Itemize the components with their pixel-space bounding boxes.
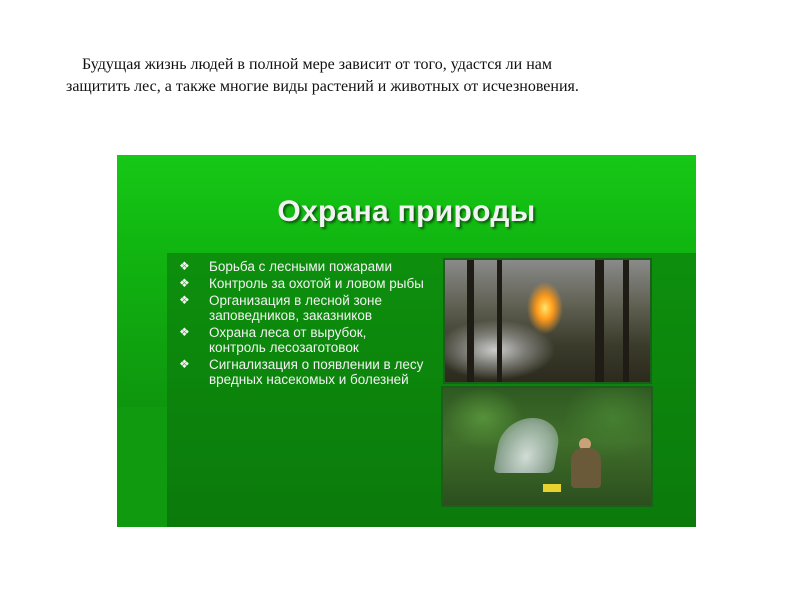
bullet-item — [175, 325, 425, 355]
bullet-text: Охрана леса от вырубок, контроль лесозаготовок — [209, 325, 367, 355]
bullet-text: Организация в лесной зоне заповедников, заказников — [209, 293, 382, 323]
intro-line-1: Будущая жизнь людей в полной мере зависит от того, удастся ли нам — [82, 56, 553, 73]
slide-image — [117, 155, 696, 527]
tree-trunk — [467, 260, 474, 382]
forest-fire-photo — [443, 258, 652, 384]
bullet-item — [175, 259, 425, 274]
slide-left-band — [117, 407, 167, 527]
bullet-mark-icon: ❖ — [179, 357, 190, 371]
bullet-mark-icon: ❖ — [179, 293, 190, 307]
person-figure — [571, 448, 601, 488]
tree-trunk — [595, 260, 604, 382]
bullet-item — [175, 293, 425, 323]
intro-line-2: защитить лес, а также многие виды растений и животных от исчезновения. — [66, 78, 579, 95]
bullet-list — [175, 259, 425, 389]
bullet-item — [175, 276, 425, 291]
tent-in-forest-photo — [441, 386, 653, 507]
bullet-text: Борьба с лесными пожарами — [209, 259, 393, 274]
yellow-box — [543, 484, 561, 492]
tent-shape — [493, 418, 563, 473]
bullet-text: Сигнализация о появлении в лесу вредных насекомых и болезней — [209, 357, 424, 387]
bullet-mark-icon: ❖ — [179, 276, 190, 290]
bullet-text: Контроль за охотой и ловом рыбы — [209, 276, 424, 291]
intro-text — [66, 54, 746, 98]
bullet-mark-icon: ❖ — [179, 325, 190, 339]
tree-trunk — [623, 260, 629, 382]
tree-trunk — [497, 260, 502, 382]
bullet-mark-icon: ❖ — [179, 259, 190, 273]
bullet-item — [175, 357, 425, 387]
slide-title: Охрана природы — [277, 195, 536, 228]
